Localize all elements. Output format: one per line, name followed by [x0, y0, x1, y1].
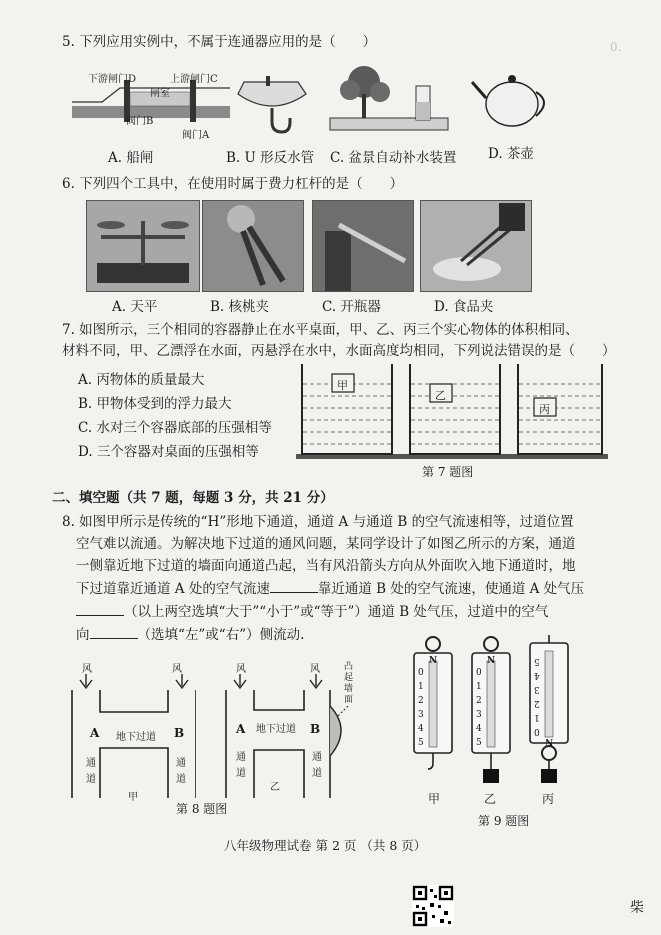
- wind-label-jia-right: 风: [172, 664, 182, 675]
- scale-jia-mark-5: 5: [418, 738, 424, 748]
- b-label-yi: B: [310, 722, 321, 736]
- scale-jia-mark-1: 1: [418, 682, 424, 692]
- q7-option-a: A. 丙物体的质量最大: [78, 372, 205, 388]
- q5-stem: 5. 下列应用实例中，不属于连通器应用的是（ ）: [62, 34, 377, 50]
- q8-line1: 8. 如图甲所示是传统的“H”形地下通道，通道 A 与通道 B 的空气流速相等，过道位置: [62, 514, 574, 530]
- channel-jia-right-2: 道: [176, 774, 186, 785]
- scale-bing-mark-0: 0: [534, 726, 540, 736]
- wind-label-jia-left: 风: [82, 664, 92, 675]
- fig-label-jia-8: 甲: [128, 792, 138, 803]
- corridor-label-jia: 地下过道: [116, 732, 156, 743]
- teapot-diagram: [470, 64, 554, 134]
- q7-option-c: C. 水对三个容器底部的压强相等: [78, 420, 272, 436]
- q7-option-d: D. 三个容器对桌面的压强相等: [78, 444, 259, 460]
- q9-label-yi: 乙: [484, 792, 497, 806]
- channel-yi-right-1: 通: [312, 752, 322, 763]
- scale-yi-mark-0: 0: [476, 668, 482, 678]
- q5-option-a: A. 船闸: [108, 150, 154, 166]
- valve-b-label: 阀门B: [126, 116, 154, 127]
- lock-chamber-label: 闸室: [150, 88, 170, 99]
- q6-option-c: C. 开瓶器: [322, 299, 381, 315]
- scale-bing-n: N: [545, 736, 554, 746]
- scale-yi-mark-3: 3: [476, 710, 482, 720]
- q7-caption: 第 7 题图: [422, 465, 474, 479]
- scale-jia-mark-3: 3: [418, 710, 424, 720]
- bleed-through-text: 0.: [610, 40, 622, 54]
- object-bing-label: 丙: [539, 403, 550, 416]
- corridor-label-yi: 地下过道: [256, 724, 296, 735]
- scale-bing-mark-5: 5: [534, 656, 540, 666]
- q7-stem-line2: 材料不同，甲、乙漂浮在水面，丙悬浮在水中，水面高度均相同，下列说法错误的是（ ）: [62, 343, 616, 359]
- q7-stem-line1: 7. 如图所示，三个相同的容器静止在水平桌面，甲、乙、丙三个实心物体的体积相同、: [62, 322, 579, 338]
- scale-jia-n: N: [429, 656, 438, 666]
- q8-line6-part2: （选填“左”或“右”）侧流动.: [137, 627, 305, 643]
- scale-yi-n: N: [487, 656, 496, 666]
- scale-bing-mark-3: 3: [534, 684, 540, 694]
- q8-blank-3[interactable]: [90, 638, 138, 639]
- q8-caption: 第 8 题图: [176, 802, 228, 816]
- q8-blank-1[interactable]: [270, 592, 318, 593]
- bonsai-water-diagram: [322, 64, 454, 140]
- q5-option-b: B. U 形反水管: [226, 150, 315, 166]
- q6-option-d: D. 食品夹: [434, 299, 494, 315]
- channel-jia-right-1: 通: [176, 758, 186, 769]
- section2-title: 二、填空题（共 7 题，每题 3 分，共 21 分）: [52, 490, 334, 506]
- corner-mark: 柴: [630, 900, 644, 916]
- q8-blank-2[interactable]: [76, 615, 124, 616]
- scale-yi-mark-2: 2: [476, 696, 482, 706]
- scale-jia-mark-4: 4: [418, 724, 424, 734]
- balance-scale-photo: [86, 200, 200, 292]
- q8-line4: [76, 579, 584, 599]
- scale-yi-mark-1: 1: [476, 682, 482, 692]
- bulge-wall-label: 凸起墙面: [344, 662, 354, 705]
- scale-jia-mark-2: 2: [418, 696, 424, 706]
- q8-line4-part1: 下过道靠近通道 A 处的空气流速: [76, 581, 270, 597]
- q6-stem: 6. 下列四个工具中，在使用时属于费力杠杆的是（ ）: [62, 176, 404, 192]
- valve-a-label: 阀门A: [182, 130, 210, 141]
- u-trap-sink-diagram: [232, 74, 310, 136]
- scale-jia-mark-0: 0: [418, 668, 424, 678]
- downstream-gate-label: 下游闸门D: [88, 74, 137, 85]
- q6-option-a: A. 天平: [112, 299, 158, 315]
- channel-yi-right-2: 道: [312, 768, 322, 779]
- q5-option-d: D. 茶壶: [488, 146, 534, 162]
- channel-yi-left-2: 道: [236, 768, 246, 779]
- q9-label-bing: 丙: [542, 792, 555, 806]
- scale-bing-mark-1: 1: [534, 712, 540, 722]
- q8-line5: [76, 602, 548, 622]
- q8-line6-part1: 向: [76, 627, 90, 643]
- q7-option-b: B. 甲物体受到的浮力最大: [78, 396, 232, 412]
- b-label-jia: B: [174, 726, 185, 740]
- q8-line6: [76, 625, 304, 645]
- q8-line3: 一侧靠近地下过道的墙面向通道凸起，当有风沿箭头方向从外面吹入地下通道时，地: [76, 558, 576, 574]
- channel-jia-left-1: 通: [86, 758, 96, 769]
- nutcracker-photo: [202, 200, 304, 292]
- fig-label-yi-8: 乙: [270, 782, 280, 793]
- scale-bing-mark-2: 2: [534, 698, 540, 708]
- scale-yi-mark-4: 4: [476, 724, 482, 734]
- q9-label-jia: 甲: [428, 792, 441, 806]
- a-label-jia: A: [90, 726, 100, 740]
- scale-bing-mark-4: 4: [534, 670, 540, 680]
- q8-line2: 空气难以流通。为解决地下过道的通风问题，某同学设计了如图乙所示的方案，通道: [76, 536, 576, 552]
- food-tongs-photo: [420, 200, 532, 292]
- channel-yi-left-1: 通: [236, 752, 246, 763]
- object-yi-label: 乙: [435, 389, 446, 402]
- qr-code-icon: [412, 885, 454, 927]
- bottle-opener-photo: [312, 200, 414, 292]
- wind-label-yi-left: 风: [236, 664, 246, 675]
- q5-option-c: C. 盆景自动补水装置: [330, 150, 457, 166]
- wind-label-yi-right: 风: [310, 664, 320, 675]
- q6-option-b: B. 核桃夹: [210, 299, 270, 315]
- a-label-yi: A: [236, 722, 246, 736]
- scale-yi-mark-5: 5: [476, 738, 482, 748]
- q8-line5-text: （以上两空选填“大于”“小于”或“等于”）通道 B 处气压，过道中的空气: [124, 604, 549, 620]
- q8-line4-part2: 靠近通道 B 处的空气流速，使通道 A 处气压: [317, 581, 585, 597]
- channel-jia-left-2: 道: [86, 774, 96, 785]
- page-footer: 八年级物理试卷 第 2 页 （共 8 页）: [224, 838, 427, 853]
- object-jia-label: 甲: [337, 379, 348, 392]
- upstream-gate-label: 上游闸门C: [170, 74, 218, 85]
- q9-caption: 第 9 题图: [478, 814, 530, 828]
